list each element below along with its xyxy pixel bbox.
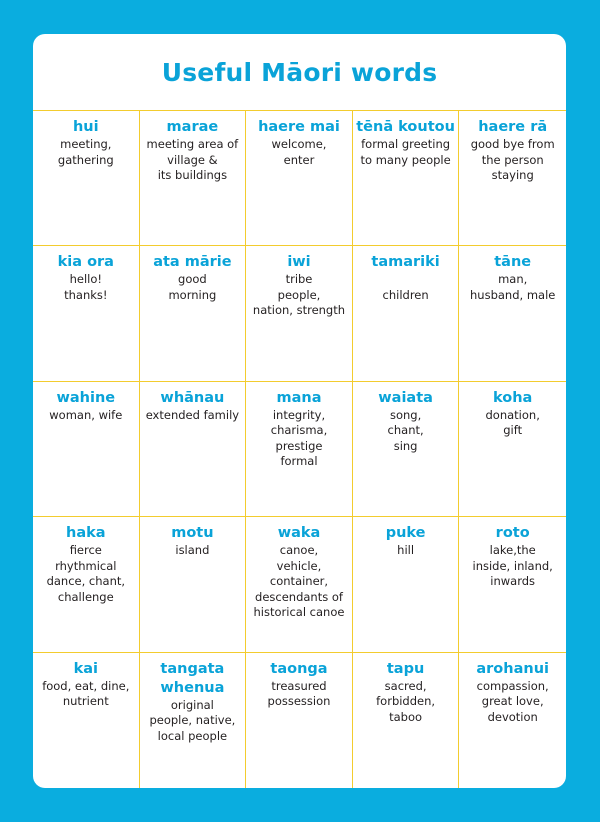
maori-word: puke	[385, 525, 426, 542]
word-meaning: man, husband, male	[470, 272, 556, 302]
maori-word: mana	[276, 389, 322, 406]
word-meaning: treasured possession	[267, 678, 331, 709]
word-meaning: meeting, gathering	[57, 137, 114, 167]
maori-word: waiata	[378, 389, 433, 406]
word-meaning: food, eat, dine, nutrient	[42, 678, 130, 709]
word-cell	[140, 246, 247, 381]
word-meaning: compassion, great love, devotion	[476, 678, 549, 724]
word-meaning: formal greeting to many people	[360, 137, 451, 167]
word-grid	[33, 110, 566, 788]
maori-word: kia ora	[57, 254, 114, 271]
word-meaning: good bye from the person staying	[470, 137, 555, 182]
word-cell	[33, 111, 140, 246]
maori-word: roto	[495, 525, 530, 542]
word-cell	[353, 517, 460, 652]
word-meaning: extended family	[145, 407, 240, 422]
word-cell	[246, 111, 353, 246]
word-cell	[33, 246, 140, 381]
word-meaning: woman, wife	[49, 407, 123, 422]
word-meaning: sacred, forbidden, taboo	[376, 678, 436, 724]
page-title: Useful Māori words	[161, 57, 438, 87]
maori-word: haere rā	[478, 119, 548, 135]
maori-word: tēnā koutou	[356, 119, 455, 135]
word-cell	[140, 517, 247, 652]
maori-word: whānau	[160, 389, 225, 406]
word-cell	[33, 653, 140, 788]
word-meaning: donation, gift	[485, 407, 540, 438]
word-meaning: meeting area of village & its buildings	[146, 137, 239, 182]
word-cell	[140, 382, 247, 517]
word-cell	[459, 111, 566, 246]
maori-word: waka	[277, 525, 321, 542]
word-meaning: lake,the inside, inland, inwards	[472, 543, 553, 589]
maori-word: tamariki	[371, 254, 440, 271]
maori-word: haere mai	[258, 119, 340, 135]
word-meaning: integrity, charisma, prestige formal	[270, 407, 328, 469]
word-meaning: tribe people, nation, strength	[252, 272, 346, 318]
word-meaning: song, chant, sing	[387, 407, 424, 453]
word-meaning: good morning	[168, 272, 217, 302]
maori-word: arohanui	[476, 660, 549, 677]
maori-word: ata mārie	[153, 254, 232, 271]
word-meaning: fierce rhythmical dance, chant, challenge	[46, 543, 126, 604]
word-meaning: original people, native, local people	[149, 697, 236, 743]
maori-word: wahine	[56, 389, 116, 406]
word-cell	[246, 382, 353, 517]
word-cell	[140, 653, 247, 788]
word-card	[33, 34, 566, 788]
maori-word: iwi	[287, 254, 311, 271]
word-meaning: island	[175, 543, 210, 558]
maori-word: tangata whenua	[160, 660, 225, 696]
maori-word: haka	[66, 525, 106, 542]
word-cell	[353, 653, 460, 788]
word-meaning: hello! thanks!	[64, 272, 108, 302]
word-cell	[353, 382, 460, 517]
word-cell	[246, 517, 353, 652]
maori-word: tapu	[386, 660, 425, 677]
word-cell	[33, 382, 140, 517]
word-cell	[459, 517, 566, 652]
word-cell	[246, 653, 353, 788]
word-cell	[459, 246, 566, 381]
word-cell	[33, 517, 140, 652]
word-meaning: hill	[397, 543, 415, 558]
maori-word: kai	[73, 660, 98, 677]
word-cell	[246, 246, 353, 381]
maori-word: marae	[166, 119, 219, 135]
word-cell	[459, 653, 566, 788]
maori-word: koha	[493, 389, 533, 406]
maori-word: taonga	[270, 660, 328, 677]
word-cell	[353, 111, 460, 246]
maori-word: tāne	[494, 254, 532, 271]
maori-word: motu	[171, 525, 214, 542]
word-cell	[353, 246, 460, 381]
word-cell	[140, 111, 247, 246]
word-meaning: children	[382, 287, 429, 302]
word-meaning: welcome, enter	[271, 137, 327, 167]
word-cell	[459, 382, 566, 517]
maori-word: hui	[72, 119, 99, 135]
word-meaning: canoe, vehicle, container, descendants of historical canoe	[253, 543, 345, 620]
